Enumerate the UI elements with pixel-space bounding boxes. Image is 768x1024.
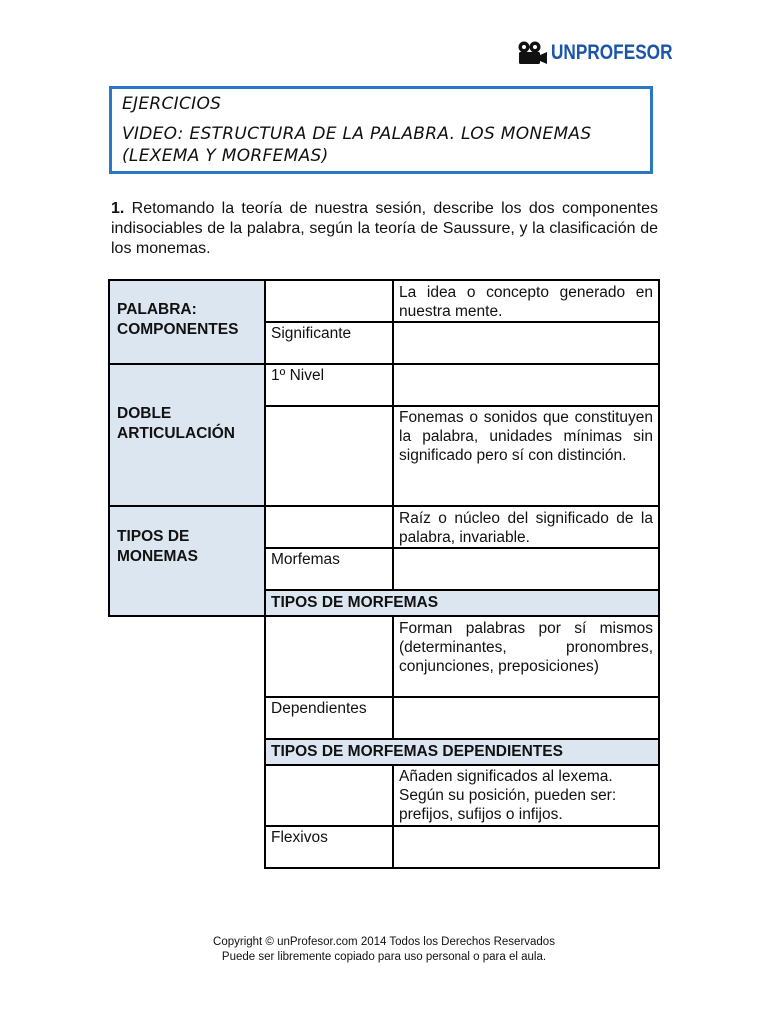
- exercise-text: Retomando la teoría de nuestra sesión, describe los dos componentes indisociables de la palabra, según la teoría de Saussure, y la clasificación de los monemas.: [111, 200, 658, 257]
- label-line: DOBLE: [117, 405, 172, 422]
- definition-cell: La idea o concepto generado en nuestra mente.: [399, 284, 653, 320]
- label-tipos-monemas: [117, 527, 198, 567]
- label-palabra: [117, 300, 238, 340]
- title-line-3: (LEXEMA Y MORFEMAS): [122, 146, 329, 166]
- term-cell: Dependientes: [271, 700, 367, 717]
- label-line: COMPONENTES: [117, 321, 239, 338]
- movie-camera-icon: [516, 40, 548, 66]
- definition-cell: Forman palabras por sí mismos (determinantes, pronombres, conjunciones, preposiciones): [399, 620, 653, 675]
- footer-copyright: Copyright © unProfesor.com 2014 Todos los Derechos Reservados: [213, 936, 555, 948]
- definition-cell: Raíz o núcleo del significado de la palabra, invariable.: [399, 510, 653, 546]
- definition-cell: Fonemas o sonidos que constituyen la palabra, unidades mínimas sin significado pero sí con distinción.: [399, 409, 653, 464]
- title-line-2: VIDEO: ESTRUCTURA DE LA PALABRA. LOS MONEMAS: [122, 124, 592, 144]
- definition-cell: Añaden significados al lexema. Según su posición, pueden ser: prefijos, sufijos o infijos.: [399, 768, 617, 823]
- term-cell: 1º Nivel: [271, 367, 325, 384]
- exercise-number: 1.: [111, 200, 125, 217]
- term-cell: Significante: [271, 325, 352, 342]
- label-doble-articulacion: [117, 404, 235, 444]
- label-line: ARTICULACIÓN: [117, 425, 235, 442]
- subheader-tipos-morfemas-dependientes: TIPOS DE MORFEMAS DEPENDIENTES: [265, 739, 659, 765]
- exercise-title-box: [109, 86, 653, 174]
- subheader-tipos-morfemas: TIPOS DE MORFEMAS: [265, 590, 659, 616]
- label-line: MONEMAS: [117, 548, 198, 565]
- brand-name: UNPROFESOR: [551, 41, 673, 64]
- title-line-1: EJERCICIOS: [122, 94, 222, 114]
- brand-logo: [516, 40, 699, 66]
- label-line: TIPOS DE: [117, 528, 190, 545]
- label-line: PALABRA:: [117, 301, 197, 318]
- term-cell: Morfemas: [271, 551, 340, 568]
- exercise-prompt: [111, 199, 658, 259]
- footer-license: Puede ser libremente copiado para uso personal o para el aula.: [221, 951, 547, 963]
- term-cell: Flexivos: [271, 829, 328, 846]
